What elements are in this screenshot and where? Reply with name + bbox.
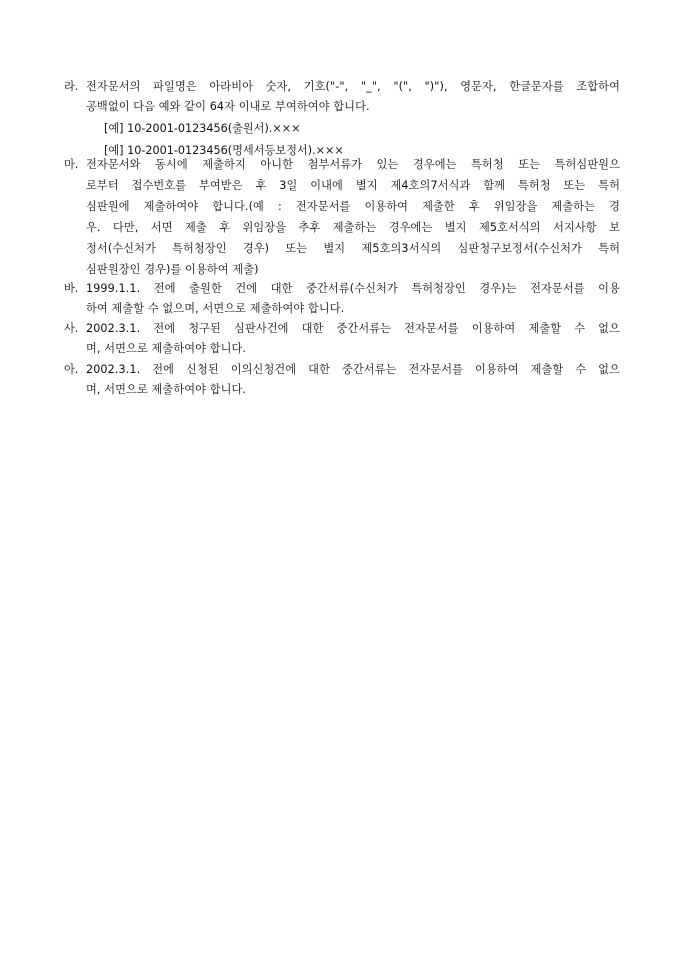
- list-item-text-line: 2002.3.1. 전에 청구된 심판사건에 대한 중간서류는 전자문서를 이용하여 제출할 수 없으: [86, 322, 620, 335]
- filename-example: [예] 10-2001-0123456(명세서등보정서).×××: [104, 144, 344, 157]
- list-item-text-line: 2002.3.1. 전에 신청된 이의신청건에 대한 중간서류는 전자문서를 이용하여 제출할 수 없으: [86, 363, 620, 376]
- list-item-text-line: 공백없이 다음 예와 같이 64자 이내로 부여하여야 합니다.: [86, 100, 370, 113]
- list-item-text-line: 우. 다만, 서면 제출 후 위임장을 추후 제출하는 경우에는 별지 제5호서식의 서지사항 보: [86, 221, 620, 234]
- list-item-text-line: 심판원에 제출하여야 합니다.(예 : 전자문서를 이용하여 제출한 후 위임장을 제출하는 경: [86, 200, 620, 213]
- list-marker: 라.: [64, 80, 79, 93]
- list-item-text-line: 며, 서면으로 제출하여야 합니다.: [86, 383, 247, 396]
- filename-example: [예] 10-2001-0123456(출원서).×××: [104, 122, 301, 135]
- list-item-text-line: 전자문서의 파일명은 아라비아 숫자, 기호("-", "_", "(", ")"), 영문자, 한글문자를 조합하여: [86, 80, 620, 93]
- list-item-text-line: 심판원장인 경우)를 이용하여 제출): [86, 263, 259, 276]
- list-item-text-line: 며, 서면으로 제출하여야 합니다.: [86, 342, 247, 355]
- list-item-text-line: 전자문서와 동시에 제출하지 아니한 첨부서류가 있는 경우에는 특허청 또는 특허심판원으: [86, 158, 620, 171]
- list-item-text-line: 정서(수신처가 특허청장인 경우) 또는 별지 제5호의3서식의 심판청구보정서(수신처가 특허: [86, 242, 620, 255]
- list-item-text-line: 하여 제출할 수 없으며, 서면으로 제출하여야 합니다.: [86, 302, 345, 315]
- list-marker: 아.: [64, 363, 79, 376]
- list-marker: 바.: [64, 282, 79, 295]
- list-item-text-line: 1999.1.1. 전에 출원한 건에 대한 중간서류(수신처가 특허청장인 경우)는 전자문서를 이용: [86, 282, 620, 295]
- list-marker: 마.: [64, 158, 79, 171]
- list-marker: 사.: [64, 322, 79, 335]
- list-item-text-line: 로부터 접수번호를 부여받은 후 3일 이내에 별지 제4호의7서식과 함께 특허청 또는 특허: [86, 179, 620, 192]
